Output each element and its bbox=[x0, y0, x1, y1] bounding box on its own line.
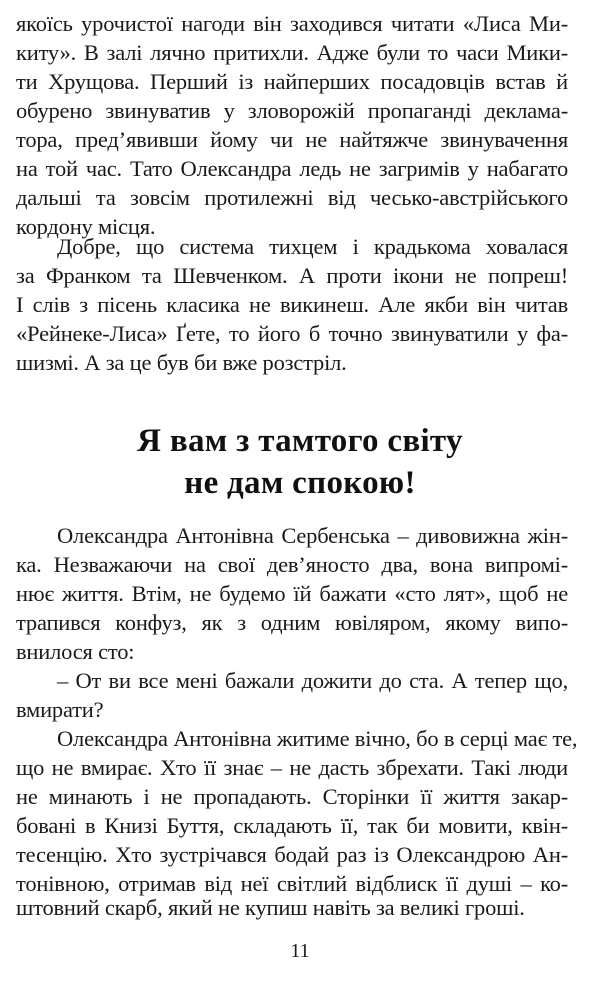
heading-line-2: не дам спокою! bbox=[184, 465, 416, 501]
text-line: ти Хрущова. Перший із найперших посадовців встав й bbox=[16, 69, 568, 94]
text-line: вмирати? bbox=[16, 697, 104, 722]
text-line: Олександра Антонівна житиме вічно, бо в серці має те, bbox=[57, 726, 578, 751]
text-line: тора, пред’явивши йому чи не найтяжче звинувачення bbox=[16, 127, 568, 152]
text-line: «Рейнеке-Лиса» Ґете, то його б точно звинуватили у фа- bbox=[16, 321, 568, 346]
text-line: дальші та зовсім протилежні від чесько-австрійського bbox=[16, 185, 568, 210]
text-line: штовний скарб, який не купиш навіть за великі гроші. bbox=[16, 895, 525, 920]
text-line: Олександра Антонівна Сербенська – дивовижна жін- bbox=[57, 523, 568, 548]
text-line: якоїсь урочистої нагоди він заходився читати «Лиса Ми- bbox=[16, 11, 568, 36]
text-line: кордону місця. bbox=[16, 214, 156, 239]
text-line: тесенцію. Хто зустрічався бодай раз із Олександрою Ан- bbox=[16, 842, 568, 867]
text-line: І слів з пісень класика не викинеш. Але якби він читав bbox=[16, 292, 568, 317]
text-line: що не вмирає. Хто її знає – не дасть збрехати. Такі люди bbox=[16, 755, 568, 780]
heading-line-1: Я вам з тамтого світу bbox=[137, 423, 463, 459]
text-line: Добре, що система тихцем і крадькома ховалася bbox=[57, 234, 568, 259]
text-line: бовані в Книзі Буття, складають її, так би мовити, квін- bbox=[16, 813, 568, 838]
text-line: обурено звинуватив у зловорожій пропаганді деклама- bbox=[16, 98, 568, 123]
text-line: нює життя. Втім, не будемо їй бажати «сто лят», щоб не bbox=[16, 581, 568, 606]
text-line: за Франком та Шевченком. А проти ікони не попреш! bbox=[16, 263, 568, 288]
text-line: тонівною, отримав від неї світлий відблиск її душі – ко- bbox=[16, 871, 568, 896]
text-line: не минають і не пропадають. Сторінки її життя закар- bbox=[16, 784, 568, 809]
text-line: на той час. Тато Олександра ледь не загримів у набагато bbox=[16, 156, 568, 181]
page-number: 11 bbox=[290, 940, 310, 962]
text-line: внилося сто: bbox=[16, 639, 135, 664]
text-line: ка. Незважаючи на свої дев’яносто два, вона випромі- bbox=[16, 552, 568, 577]
text-line: – От ви все мені бажали дожити до ста. А тепер що, bbox=[57, 668, 568, 693]
text-line: шизмі. А за це був би вже розстріл. bbox=[16, 350, 347, 375]
text-line: трапився конфуз, як з одним ювіляром, якому випо- bbox=[16, 610, 568, 635]
text-line: киту». В залі лячно притихли. Адже були то часи Мики- bbox=[16, 40, 568, 65]
